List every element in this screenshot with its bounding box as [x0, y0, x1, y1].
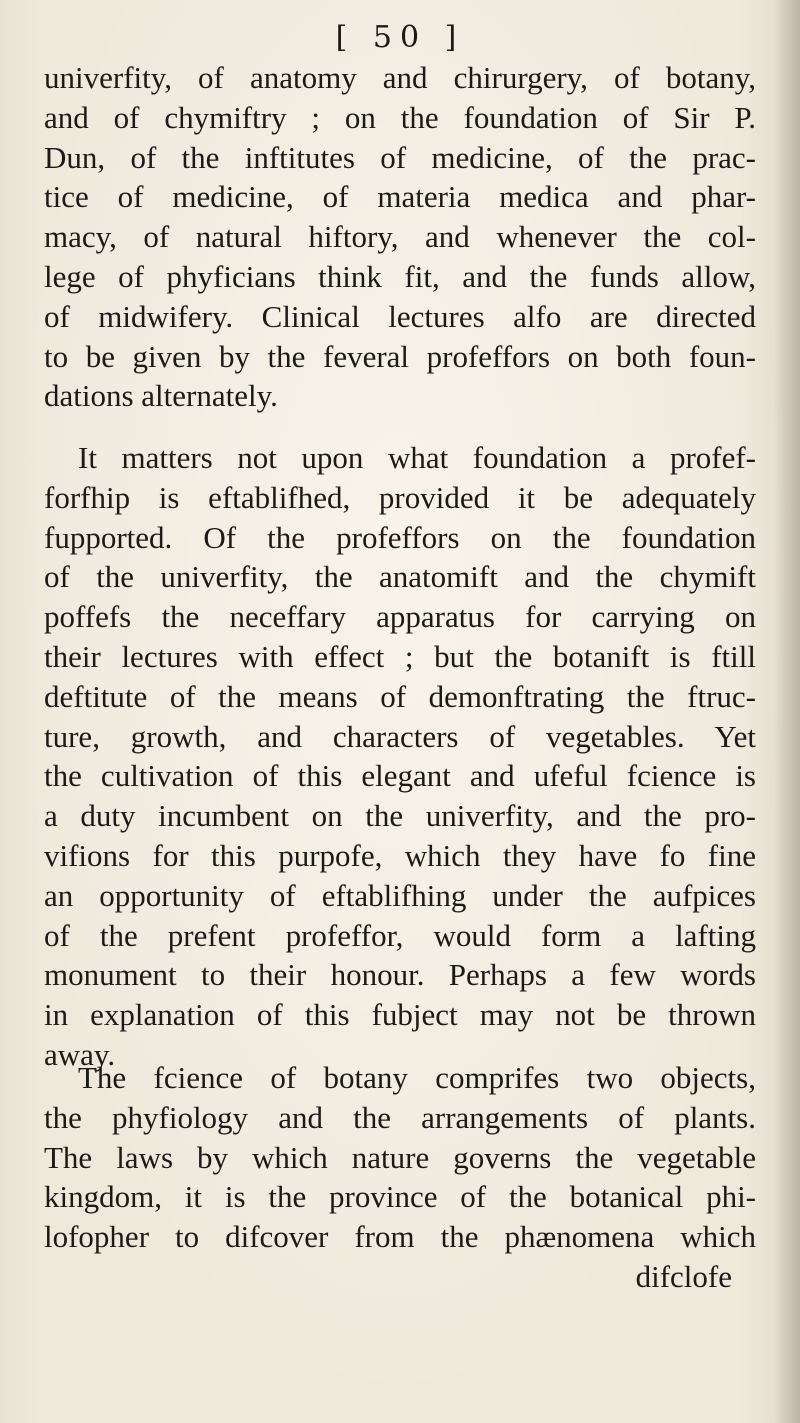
text-line: of the univerfity, the anatomift and the chymift — [44, 559, 756, 595]
text-line: a duty incumbent on the univerfity, and the pro- — [44, 798, 756, 834]
text-line: fupported. Of the profeffors on the foundation — [44, 519, 756, 555]
text-line: ture, growth, and characters of vegetables. Yet — [44, 718, 756, 754]
text-line: kingdom, it is the province of the botanical phi- — [44, 1179, 756, 1215]
paragraph-3 — [44, 1058, 756, 1297]
text-line: the cultivation of this elegant and ufeful fcience is — [44, 758, 756, 794]
text-line: lofopher to difcover from the phænomena which — [44, 1219, 756, 1255]
text-line: macy, of natural hiftory, and whenever the col- — [44, 219, 756, 255]
text-line: of midwifery. Clinical lectures alfo are directed — [44, 298, 756, 334]
text-line: in explanation of this fubject may not be thrown — [44, 997, 756, 1033]
text-line: an opportunity of eftablifhing under the aufpices — [44, 877, 756, 913]
text-line: The fcience of botany comprifes two objects, — [78, 1060, 756, 1095]
paragraph-1 — [44, 58, 756, 416]
page-edge-shadow — [774, 0, 800, 1423]
text-line: univerfity, of anatomy and chirurgery, of botany, — [44, 60, 756, 95]
text-line: to be given by the feveral profeffors on both foun- — [44, 338, 756, 374]
catchword: difclofe — [635, 1258, 732, 1294]
text-line: forfhip is eftablifhed, provided it be adequately — [44, 479, 756, 515]
text-line: The laws by which nature governs the vegetable — [44, 1139, 756, 1175]
page-number-header: [ 50 ] — [335, 20, 465, 55]
text-line: and of chymiftry ; on the foundation of Sir P. — [44, 99, 756, 135]
text-line: deftitute of the means of demonftrating the ftruc- — [44, 678, 756, 714]
text-line: their lectures with effect ; but the botanift is ftill — [44, 638, 756, 674]
text-line: monument to their honour. Perhaps a few words — [44, 957, 756, 993]
text-line: Dun, of the inftitutes of medicine, of the prac- — [44, 139, 756, 175]
text-line: lege of phyficians think fit, and the funds allow, — [44, 258, 756, 294]
text-line: dations alternately. — [44, 378, 278, 414]
text-line: vifions for this purpofe, which they have fo fine — [44, 837, 756, 873]
text-line: away. — [44, 1036, 116, 1072]
text-line: the phyfiology and the arrangements of plants. — [44, 1099, 756, 1135]
text-line: tice of medicine, of materia medica and phar- — [44, 179, 756, 215]
text-line: of the prefent profeffor, would form a lafting — [44, 917, 756, 953]
paragraph-2 — [44, 438, 756, 1075]
text-line: poffefs the neceffary apparatus for carrying on — [44, 599, 756, 635]
text-line: It matters not upon what foundation a profef- — [78, 440, 756, 475]
